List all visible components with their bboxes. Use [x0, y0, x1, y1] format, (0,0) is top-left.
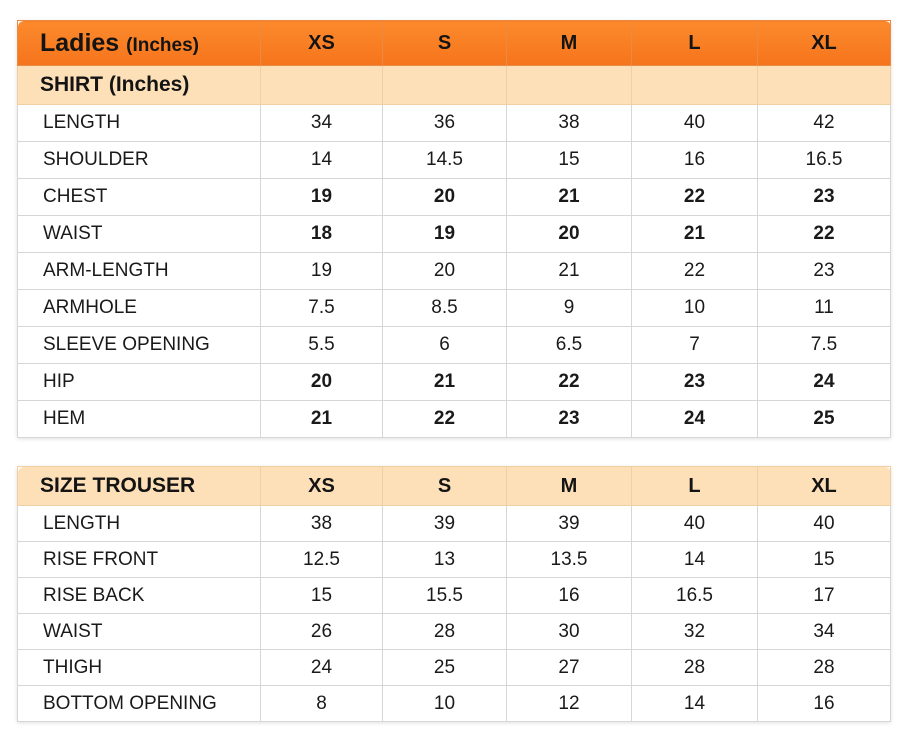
measurement-value: 8 [261, 686, 383, 722]
measurement-value: 7.5 [758, 327, 891, 364]
section-title: SHIRT (Inches) [18, 66, 261, 105]
table-row [18, 216, 891, 253]
measurement-value: 10 [383, 686, 507, 722]
measurement-value: 38 [261, 506, 383, 542]
table-row [18, 686, 891, 722]
size-header-l: L [632, 21, 758, 66]
table-row [18, 290, 891, 327]
measurement-label: LENGTH [18, 105, 261, 142]
trouser-table-body [18, 506, 891, 722]
measurement-value: 7.5 [261, 290, 383, 327]
measurement-value: 22 [383, 401, 507, 438]
shirt-table-body [18, 105, 891, 438]
measurement-value: 28 [383, 614, 507, 650]
size-header-l: L [632, 467, 758, 506]
measurement-value: 15 [758, 542, 891, 578]
table-row [18, 364, 891, 401]
section-header-empty-cell [632, 66, 758, 105]
trouser-table-title: SIZE TROUSER [18, 467, 261, 506]
measurement-value: 14.5 [383, 142, 507, 179]
table-row [18, 327, 891, 364]
measurement-label: SLEEVE OPENING [18, 327, 261, 364]
measurement-value: 22 [758, 216, 891, 253]
measurement-value: 34 [758, 614, 891, 650]
measurement-value: 25 [758, 401, 891, 438]
table-title [18, 21, 261, 66]
measurement-value: 20 [383, 179, 507, 216]
measurement-value: 16 [507, 578, 632, 614]
measurement-value: 16.5 [758, 142, 891, 179]
measurement-label: WAIST [18, 614, 261, 650]
measurement-value: 10 [632, 290, 758, 327]
measurement-label: WAIST [18, 216, 261, 253]
measurement-value: 30 [507, 614, 632, 650]
table-title-unit: (Inches) [126, 34, 200, 56]
table-row [18, 506, 891, 542]
size-header-xs: XS [261, 467, 383, 506]
size-header-s: S [383, 467, 507, 506]
measurement-value: 23 [507, 401, 632, 438]
measurement-value: 34 [261, 105, 383, 142]
measurement-value: 32 [632, 614, 758, 650]
table-row [18, 542, 891, 578]
table-row [18, 179, 891, 216]
measurement-value: 21 [632, 216, 758, 253]
table-row [18, 142, 891, 179]
measurement-value: 12.5 [261, 542, 383, 578]
measurement-value: 19 [383, 216, 507, 253]
section-header-empty-cell [758, 66, 891, 105]
measurement-value: 28 [632, 650, 758, 686]
measurement-value: 23 [758, 179, 891, 216]
trouser-size-table [17, 466, 891, 722]
measurement-value: 13.5 [507, 542, 632, 578]
trouser-table-header-row [18, 467, 891, 506]
table-row [18, 401, 891, 438]
measurement-value: 40 [758, 506, 891, 542]
size-header-m: M [507, 21, 632, 66]
section-header-empty-cell [383, 66, 507, 105]
measurement-value: 25 [383, 650, 507, 686]
size-header-xl: XL [758, 467, 891, 506]
measurement-value: 23 [758, 253, 891, 290]
measurement-value: 5.5 [261, 327, 383, 364]
size-header-xl: XL [758, 21, 891, 66]
table-row [18, 253, 891, 290]
table-row [18, 650, 891, 686]
table-row [18, 614, 891, 650]
measurement-value: 28 [758, 650, 891, 686]
table-row [18, 105, 891, 142]
measurement-label: RISE FRONT [18, 542, 261, 578]
measurement-value: 22 [632, 179, 758, 216]
measurement-value: 20 [383, 253, 507, 290]
size-header-xs: XS [261, 21, 383, 66]
measurement-value: 15 [261, 578, 383, 614]
measurement-label: ARMHOLE [18, 290, 261, 327]
measurement-value: 16 [632, 142, 758, 179]
measurement-value: 14 [632, 542, 758, 578]
measurement-value: 14 [632, 686, 758, 722]
table-row [18, 578, 891, 614]
section-header-empty-cell [261, 66, 383, 105]
measurement-value: 22 [507, 364, 632, 401]
measurement-value: 14 [261, 142, 383, 179]
measurement-value: 16 [758, 686, 891, 722]
measurement-value: 18 [261, 216, 383, 253]
measurement-value: 6.5 [507, 327, 632, 364]
shirt-section-header-row [18, 66, 891, 105]
measurement-value: 24 [261, 650, 383, 686]
measurement-value: 21 [507, 253, 632, 290]
measurement-value: 24 [632, 401, 758, 438]
measurement-value: 20 [507, 216, 632, 253]
measurement-value: 40 [632, 506, 758, 542]
measurement-label: CHEST [18, 179, 261, 216]
table-title-text: Ladies [40, 28, 120, 57]
measurement-value: 15 [507, 142, 632, 179]
size-header-m: M [507, 467, 632, 506]
measurement-value: 38 [507, 105, 632, 142]
size-header-s: S [383, 21, 507, 66]
measurement-value: 8.5 [383, 290, 507, 327]
measurement-value: 27 [507, 650, 632, 686]
measurement-value: 7 [632, 327, 758, 364]
shirt-table-header-row [18, 21, 891, 66]
measurement-value: 12 [507, 686, 632, 722]
measurement-value: 39 [507, 506, 632, 542]
measurement-value: 21 [261, 401, 383, 438]
measurement-value: 21 [507, 179, 632, 216]
measurement-value: 19 [261, 253, 383, 290]
measurement-value: 20 [261, 364, 383, 401]
measurement-value: 15.5 [383, 578, 507, 614]
measurement-value: 21 [383, 364, 507, 401]
measurement-label: BOTTOM OPENING [18, 686, 261, 722]
measurement-label: HIP [18, 364, 261, 401]
measurement-value: 9 [507, 290, 632, 327]
measurement-value: 23 [632, 364, 758, 401]
measurement-value: 26 [261, 614, 383, 650]
measurement-value: 6 [383, 327, 507, 364]
measurement-value: 13 [383, 542, 507, 578]
measurement-value: 19 [261, 179, 383, 216]
measurement-label: HEM [18, 401, 261, 438]
measurement-label: RISE BACK [18, 578, 261, 614]
measurement-value: 16.5 [632, 578, 758, 614]
measurement-label: THIGH [18, 650, 261, 686]
measurement-label: ARM-LENGTH [18, 253, 261, 290]
measurement-value: 22 [632, 253, 758, 290]
measurement-value: 17 [758, 578, 891, 614]
measurement-value: 39 [383, 506, 507, 542]
measurement-value: 42 [758, 105, 891, 142]
section-header-empty-cell [507, 66, 632, 105]
measurement-value: 11 [758, 290, 891, 327]
measurement-value: 36 [383, 105, 507, 142]
measurement-label: SHOULDER [18, 142, 261, 179]
measurement-value: 40 [632, 105, 758, 142]
measurement-value: 24 [758, 364, 891, 401]
shirt-size-table [17, 20, 891, 438]
measurement-label: LENGTH [18, 506, 261, 542]
